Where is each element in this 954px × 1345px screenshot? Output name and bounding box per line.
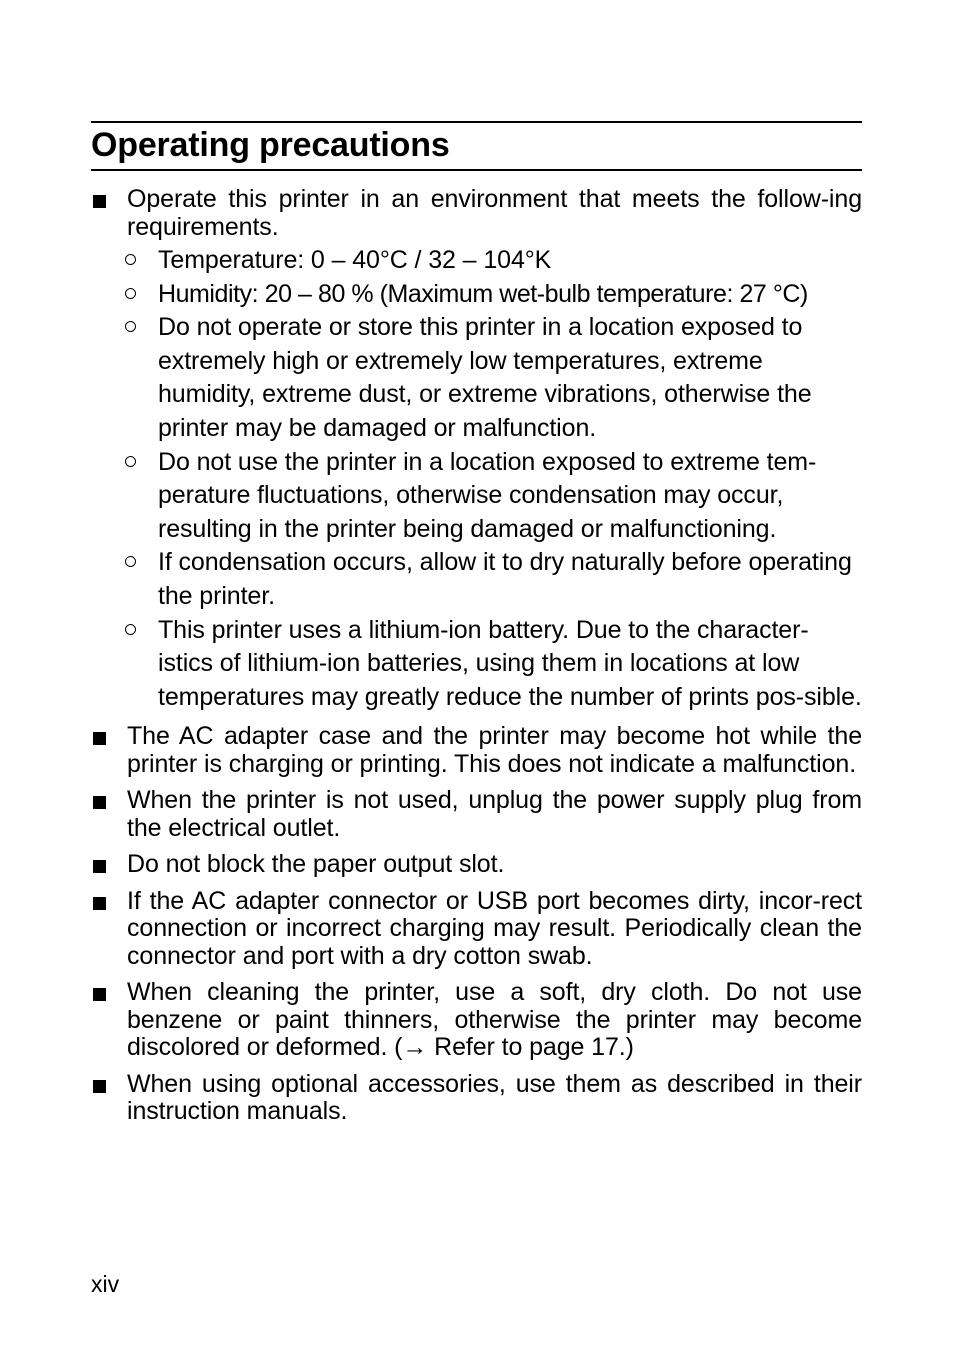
list-item bbox=[91, 723, 862, 778]
sub-list-item-text: This printer uses a lithium-ion battery. Due to the character-istics of lithium-ion batteries, using them in locations at low temperatures may greatly reduce the number of prints pos-sible. bbox=[158, 615, 862, 711]
square-bullet-icon bbox=[93, 796, 106, 809]
sub-list-item-text: Humidity: 20 – 80 % (Maximum wet-bulb temperature: 27 °C) bbox=[158, 279, 808, 308]
list-item-text: When using optional accessories, use them as described in their instruction manuals. bbox=[127, 1069, 862, 1126]
list-item-text: Operate this printer in an environment that meets the follow-ing requirements. bbox=[127, 185, 862, 241]
page-title: Operating precautions bbox=[91, 126, 450, 164]
section-header bbox=[91, 121, 862, 171]
list-item bbox=[91, 979, 862, 1062]
requirements-sublist bbox=[127, 244, 862, 714]
precautions-list bbox=[91, 186, 862, 1135]
list-item bbox=[91, 851, 862, 879]
circle-bullet-icon bbox=[125, 321, 136, 332]
list-item-text: The AC adapter case and the printer may become hot while the printer is charging or printing. This does not indicate a malfunction. bbox=[127, 722, 862, 778]
square-bullet-icon bbox=[93, 732, 106, 745]
list-item bbox=[91, 1071, 862, 1126]
page-number: xiv bbox=[91, 1271, 120, 1297]
sub-list-item bbox=[91, 311, 862, 445]
square-bullet-icon bbox=[93, 860, 106, 873]
sub-list-item bbox=[91, 546, 862, 613]
circle-bullet-icon bbox=[125, 288, 136, 299]
circle-bullet-icon bbox=[125, 254, 136, 265]
sub-list-item bbox=[91, 278, 862, 312]
circle-bullet-icon bbox=[125, 456, 136, 467]
sub-list-item bbox=[91, 614, 862, 715]
square-bullet-icon bbox=[93, 897, 106, 910]
circle-bullet-icon bbox=[125, 624, 136, 635]
square-bullet-icon bbox=[93, 1080, 106, 1093]
sub-list-item-text: If condensation occurs, allow it to dry naturally before operating the printer. bbox=[158, 548, 852, 610]
sub-list-item-text: Temperature: 0 – 40°C / 32 – 104°K bbox=[158, 246, 552, 274]
list-item-text: When the printer is not used, unplug the power supply plug from the electrical outlet. bbox=[127, 786, 862, 842]
square-bullet-icon bbox=[93, 195, 106, 208]
list-item bbox=[91, 888, 862, 971]
list-item-text: When cleaning the printer, use a soft, dry cloth. Do not use benzene or paint thinners, otherwise the printer may become discolored or deformed. (→ Refer to page 17.) bbox=[127, 978, 862, 1062]
list-item bbox=[91, 787, 862, 842]
list-item bbox=[91, 186, 862, 714]
sub-list-item bbox=[91, 244, 862, 278]
list-item-text: Do not block the paper output slot. bbox=[127, 850, 505, 879]
list-item-text: If the AC adapter connector or USB port becomes dirty, incor-rect connection or incorrect charging may result. Periodically clean the connector and port with a dry cotton swab. bbox=[127, 886, 862, 970]
sub-list-item bbox=[91, 446, 862, 547]
sub-list-item-text: Do not use the printer in a location exposed to extreme tem-perature fluctuations, otherwise condensation may occur, resulting in the printer being damaged or malfunctioning. bbox=[158, 447, 817, 543]
circle-bullet-icon bbox=[125, 556, 136, 567]
sub-list-item-text: Do not operate or store this printer in a location exposed to extremely high or extremely low temperatures, extreme humidity, extreme dust, or extreme vibrations, otherwise the printer may be damaged or malfunction. bbox=[158, 313, 812, 442]
square-bullet-icon bbox=[93, 988, 106, 1001]
